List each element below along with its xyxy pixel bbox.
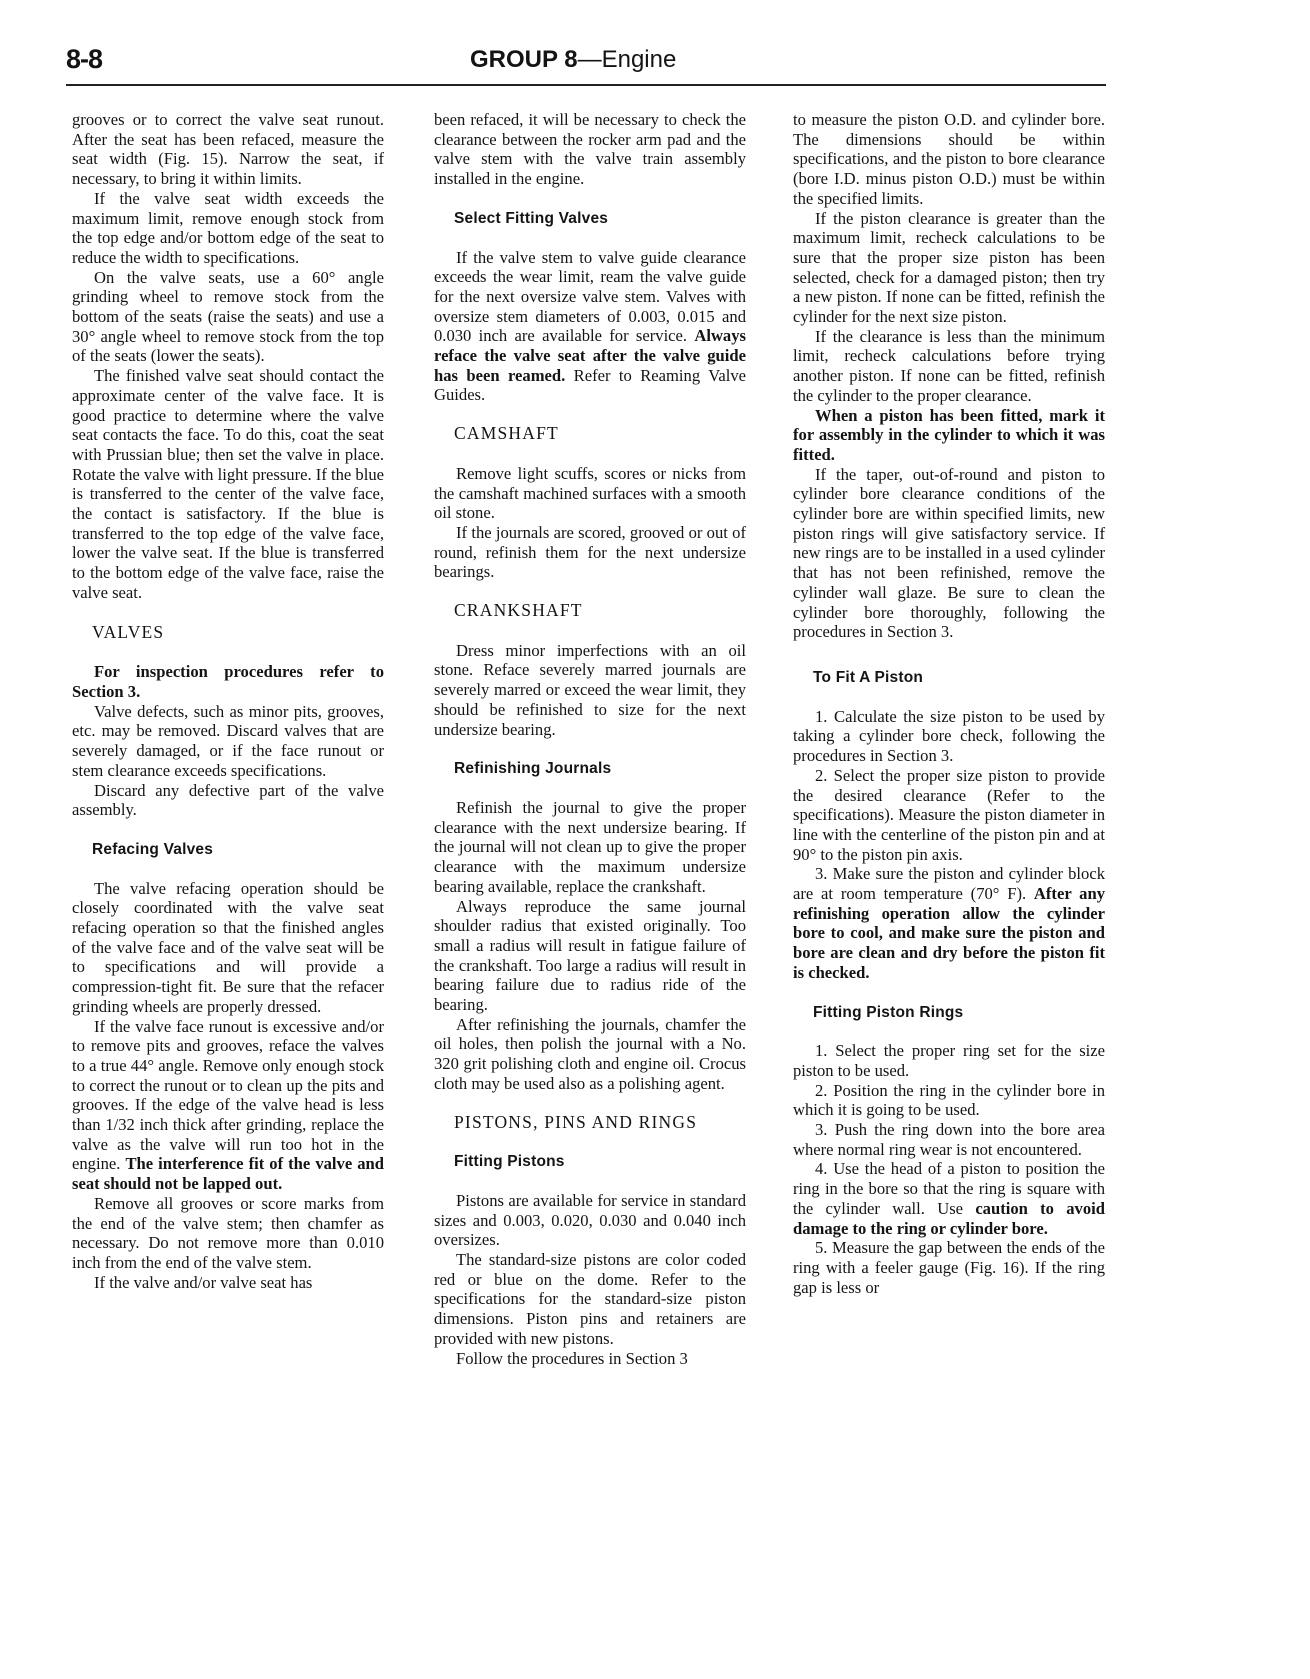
heading-fitting-pistons: Fitting Pistons [454,1153,565,1171]
step [793,1159,1105,1238]
heading-refacing-valves: Refacing Valves [92,840,214,858]
paragraph: For inspection procedures refer to Section 3. [72,662,384,701]
group-label: GROUP 8 [470,46,578,73]
paragraph [72,1017,384,1194]
paragraph: been refaced, it will be necessary to check the clearance between the rocker arm pad and the valve stem with the valve train assembly installed in the engine. [434,110,746,189]
paragraph: If the clearance is less than the minimum limit, recheck calculations before trying another piston. If none can be fitted, refinish the cylinder to the proper clearance. [793,326,1105,405]
paragraph: On the valve seats, use a 60° angle grinding wheel to remove stock from the bottom of the seats (raise the seats) and use a 30° angle wheel to remove stock from the top of the seats (lower the seats). [72,267,384,366]
heading-refinishing-journals: Refinishing Journals [454,760,612,778]
paragraph: Refinish the journal to give the proper clearance with the next undersize bearing. If the journal will not clean up to give the proper clearance with the maximum undersize bearing available, replace the crankshaft. [434,797,746,896]
paragraph: If the piston clearance is greater than the maximum limit, recheck calculations to be sure that the proper size piston has been selected, check for a damaged piston; then try a new piston. If none can be fitted, refinish the cylinder for the next size piston. [793,208,1105,327]
bold-text-run: After any refinishing operation allow the cylinder bore to cool, and make sure the piston and bore are clean and dry before the piston fit is checked. [793,884,1106,982]
text-run: 4. Use the head of a piston to position the ring in the bore so that the ring is square with the cylinder wall. Use [793,1159,1105,1218]
paragraph: Discard any defective part of the valve assembly. [72,780,384,820]
paragraph: When a piston has been fitted, mark it for assembly in the cylinder to which it was fitted. [793,405,1105,464]
paragraph: If the valve seat width exceeds the maximum limit, remove enough stock from the top edge and/or bottom edge of the seat to reduce the width to specifications. [72,188,384,267]
paragraph: Dress minor imperfections with an oil stone. Reface severely marred journals are severely marred or exceed the wear limit, they should be refinished to size for the next undersize bearing. [434,640,746,739]
step: 1. Select the proper ring set for the size piston to be used. [793,1041,1105,1080]
paragraph: grooves or to correct the valve seat runout. After the seat has been refaced, measure the seat width (Fig. 15). Narrow the seat, if necessary, to bring it within limits. [72,110,384,189]
bold-text-run: The interference fit of the valve and seat should not be lapped out. [72,1154,385,1194]
step [793,864,1105,982]
step: 1. Calculate the size piston to be used by taking a cylinder bore check, following the procedures in Section 3. [793,706,1105,766]
step: 2. Position the ring in the cylinder bore in which it is going to be used. [793,1080,1105,1120]
paragraph: Follow the procedures in Section 3 [456,1348,688,1368]
paragraph: The finished valve seat should contact the approximate center of the valve face. It is good practice to determine where the valve seat contacts the face. To do this, coat the seat with Prussian blue; then set the valve in place. Rotate the valve with light pressure. If the blue is transferred to the center of the valve face, the contact is satisfactory. If the blue is transferred to the top edge of the valve face, lower the valve seat. If the blue is transferred to the bottom edge of the valve face, raise the valve seat. [72,366,384,602]
column-2 [434,110,746,1368]
text-run: If the valve stem to valve guide clearance exceeds the wear limit, ream the valve guide for the next oversize valve stem. Valves with oversize stem diameters of 0.003, 0.015 and 0.030 inch are available for service. [434,247,746,346]
bold-text-run: Always reface the valve seat after the valve guide has been reamed. [434,326,746,385]
paragraph: Remove light scuffs, scores or nicks from the camshaft machined surfaces with a smooth oil stone. [434,463,746,523]
text-run: Refer to Reaming Valve Guides. [434,365,746,405]
group-title: —Engine [577,46,677,73]
paragraph: Valve defects, such as minor pits, grooves, etc. may be removed. Discard valves that are severely damaged, or if the face runout or stem clearance exceeds specifications. [72,701,384,780]
paragraph: The standard-size pistons are color coded red or blue on the dome. Refer to the specifications for the standard-size piston dimensions. Piston pins and retainers are provided with new pistons. [434,1250,746,1348]
paragraph: If the valve and/or valve seat has [94,1272,313,1292]
heading-select-fitting-valves: Select Fitting Valves [454,209,609,227]
column-1 [72,110,384,1292]
paragraph: If the taper, out-of-round and piston to cylinder bore clearance conditions of the cylinder bore are within specified limits, new piston rings will give satisfactory service. If new rings are to be installed in a used cylinder that has not been refinished, remove the cylinder wall glaze. Be sure to clean the cylinder bore thoroughly, following the procedures in Section 3. [793,464,1105,642]
heading-fitting-piston-rings: Fitting Piston Rings [813,1003,964,1021]
section-heading-pistons-pins-rings: PISTONS, PINS AND RINGS [454,1111,698,1132]
text-run: 3. Make sure the piston and cylinder block are at room temperature (70° F). [793,864,1105,904]
paragraph: Always reproduce the same journal shoulder radius that existed originally. Too small a radius will result in fatigue failure of the crankshaft. Too large a radius will result in bearing failure due to radius ride of the bearing. [434,896,746,1015]
running-head [470,46,676,74]
section-heading-crankshaft: CRANKSHAFT [454,600,583,621]
paragraph: Remove all grooves or score marks from the end of the valve stem; then chamfer as necessary. Do not remove more than 0.010 inch from the end of the valve stem. [72,1193,384,1272]
paragraph [434,248,746,406]
heading-to-fit-a-piston: To Fit A Piston [813,668,924,686]
step: 2. Select the proper size piston to provide the desired clearance (Refer to the specifications). Measure the piston diameter in line with the centerline of the piston pin and at 90° to the piston pin axis. [793,765,1105,864]
column-3 [793,110,1105,1297]
paragraph: to measure the piston O.D. and cylinder bore. The dimensions should be within specifications, and the piston to bore clearance (bore I.D. minus piston O.D.) must be within the specified limits. [793,110,1105,208]
step: 5. Measure the gap between the ends of the ring with a feeler gauge (Fig. 16). If the ring gap is less or [793,1238,1105,1297]
bold-text-run: caution to avoid damage to the ring or cylinder bore. [793,1198,1105,1238]
step: 3. Push the ring down into the bore area where normal ring wear is not encountered. [793,1120,1105,1159]
paragraph: After refinishing the journals, chamfer the oil holes, then polish the journal with a No. 320 grit polishing cloth and engine oil. Crocus cloth may be used also as a polishing agent. [434,1014,746,1093]
paragraph: If the journals are scored, grooved or out of round, refinish them for the next undersize bearings. [434,522,746,582]
paragraph: The valve refacing operation should be closely coordinated with the valve seat refacing operation so that the finished angles of the valve face and of the valve seat will be to specifications and will provide a compression-tight fit. Be sure that the refacer grinding wheels are properly dressed. [72,878,384,1016]
page-number: 8-8 [66,44,103,74]
section-heading-camshaft: CAMSHAFT [454,423,559,444]
header-rule [66,84,1106,86]
paragraph: Pistons are available for service in standard sizes and 0.003, 0.020, 0.030 and 0.040 inch oversizes. [434,1190,746,1250]
section-heading-valves: VALVES [92,621,165,642]
text-run: If the valve face runout is excessive and/or to remove pits and grooves, reface the valves to a true 44° angle. Remove only enough stock to correct the runout or to clean up the pits and grooves. If the edge of the valve head is less than 1/32 inch thick after grinding, replace the valve as the valve will run too hot in the engine. [72,1016,384,1174]
